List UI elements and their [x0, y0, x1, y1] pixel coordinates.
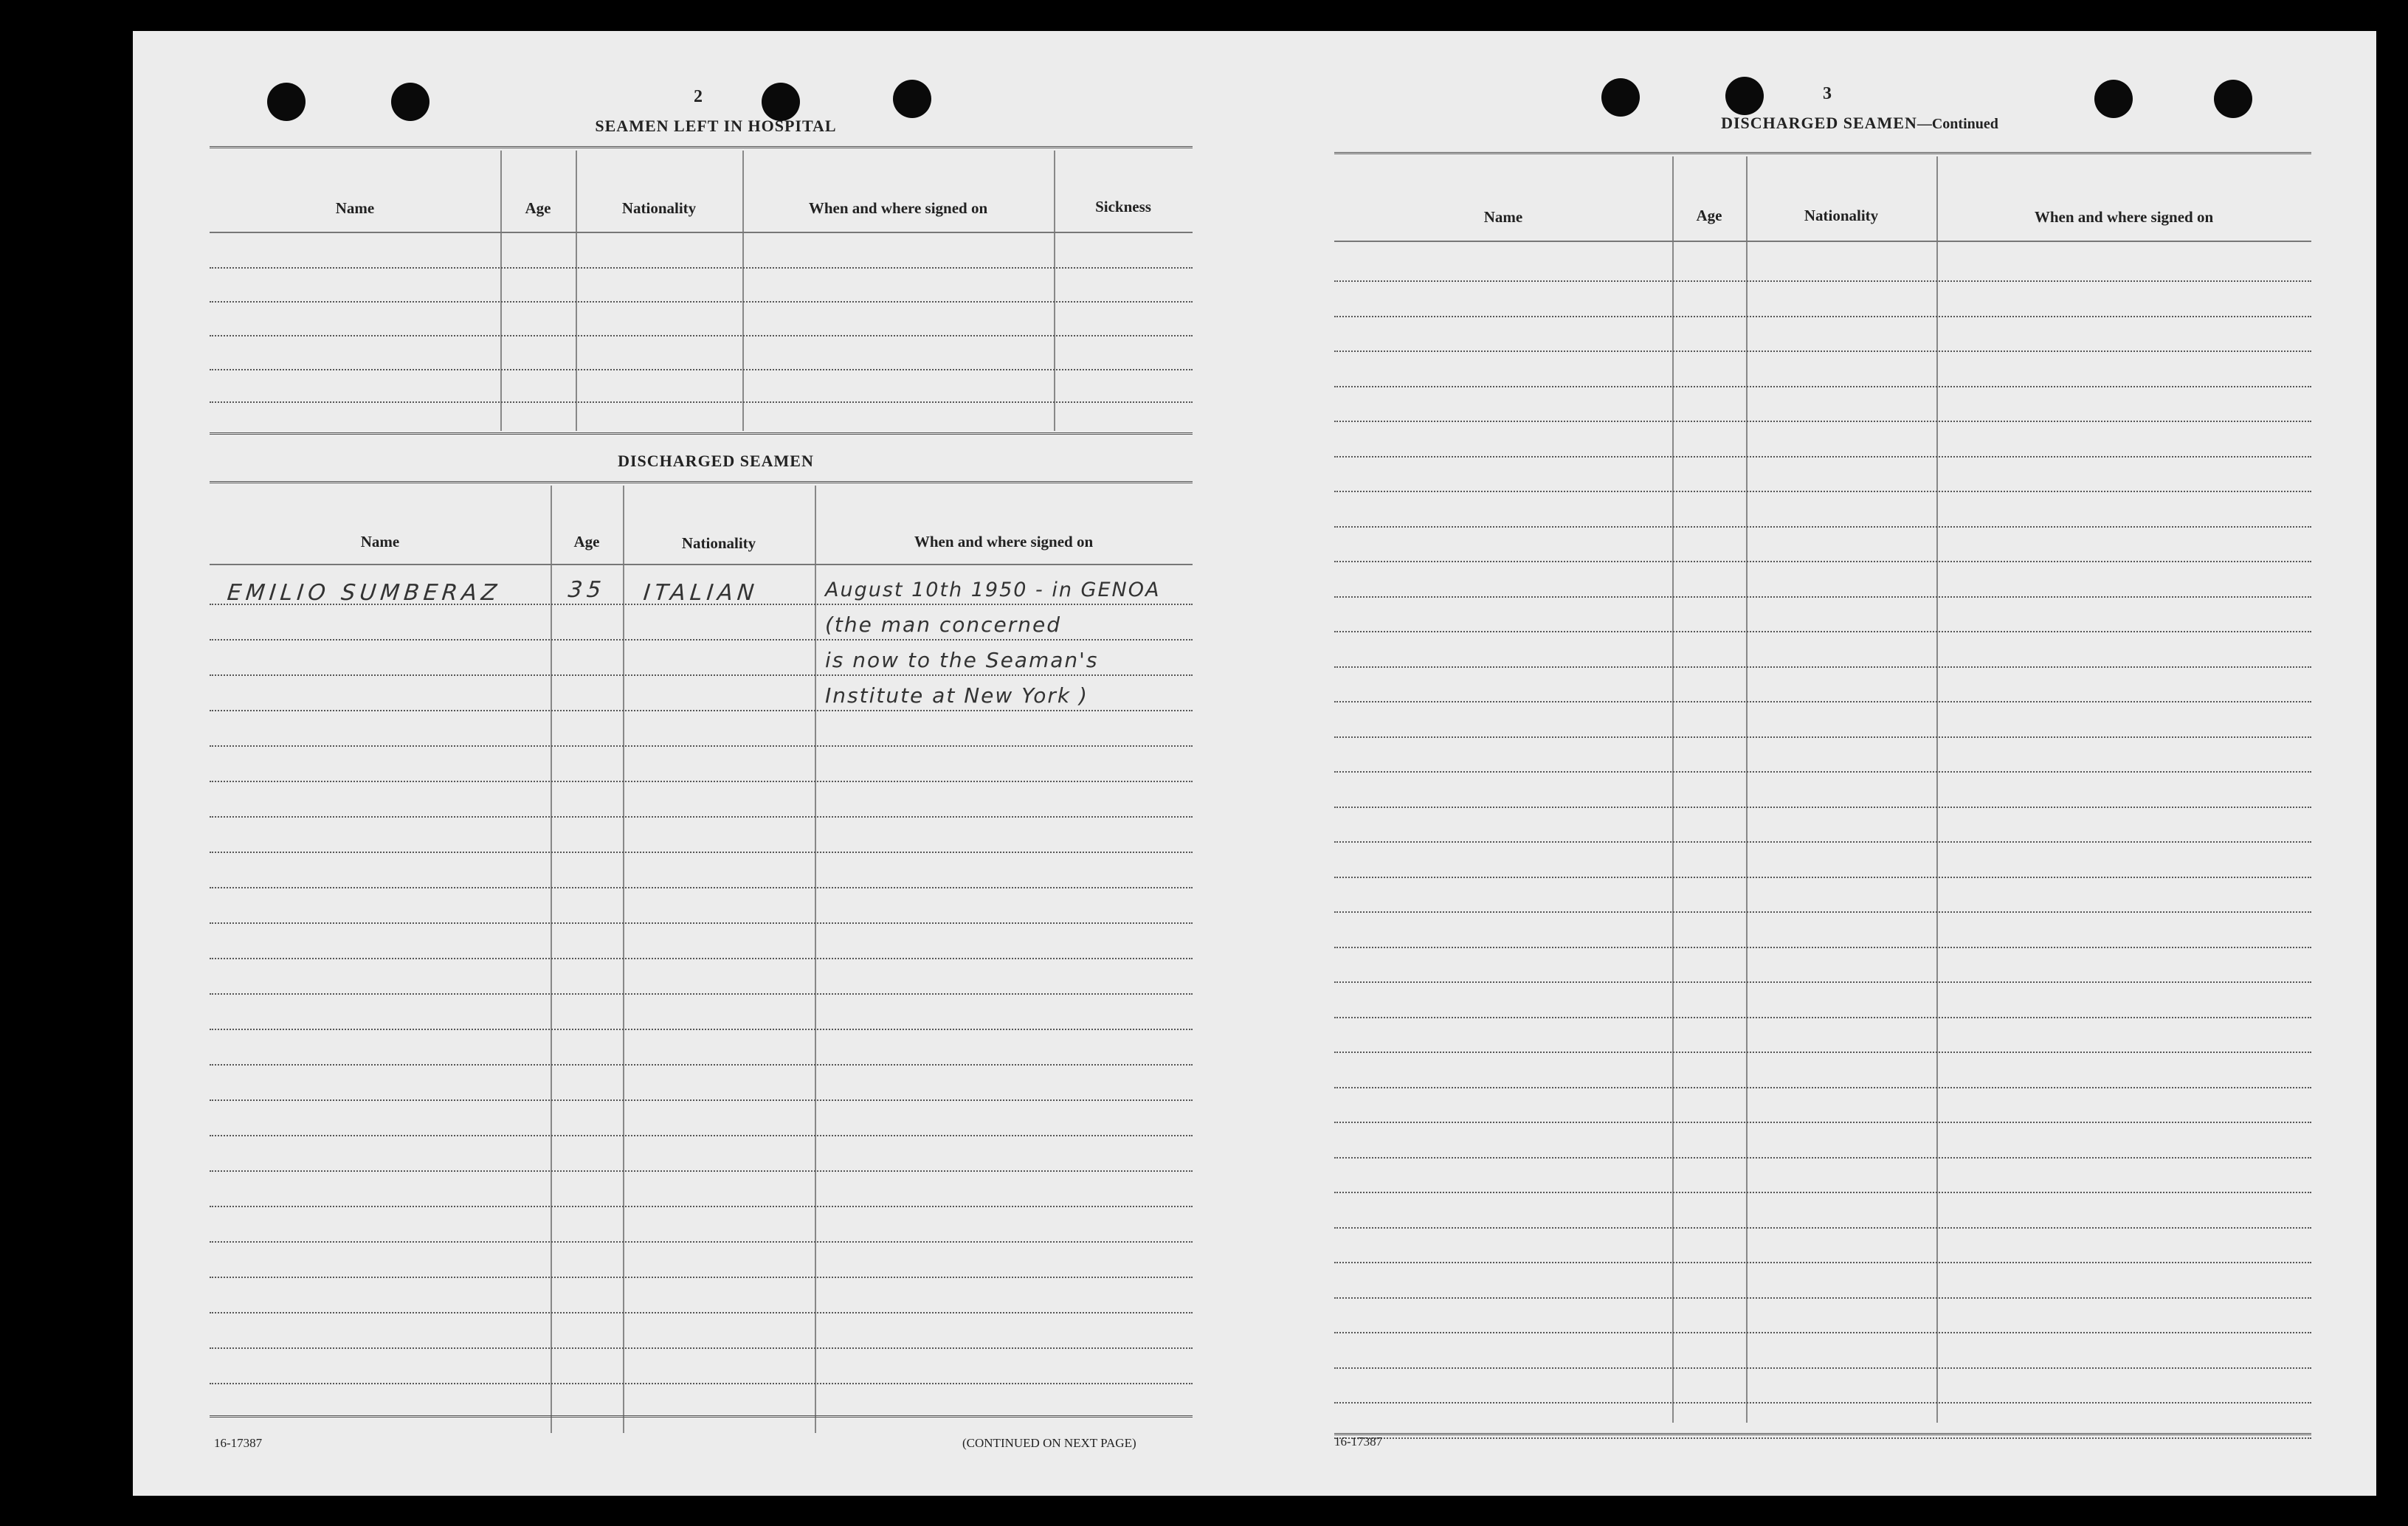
table-row — [210, 1277, 1193, 1278]
col-header-name: Name — [335, 199, 375, 217]
table-row — [1334, 877, 2311, 878]
table-row — [1334, 1332, 2311, 1333]
table-row — [1334, 561, 2311, 562]
handwritten-name: EMILIO SUMBERAZ — [226, 580, 503, 606]
table-row — [1334, 1297, 2311, 1299]
left-page — [133, 31, 1255, 1496]
page-title — [1653, 114, 2066, 133]
table-row — [210, 1347, 1193, 1349]
col-header-signed-on: When and where signed on — [2034, 208, 2214, 226]
col-header-nationality: Nationality — [681, 534, 756, 552]
table-row — [210, 1064, 1193, 1066]
table-row — [210, 267, 1193, 269]
table-row — [1334, 316, 2311, 317]
hospital-table — [210, 146, 1193, 443]
table-row — [1334, 1122, 2311, 1123]
table-row — [210, 887, 1193, 888]
table-row — [1334, 771, 2311, 773]
table-row — [1334, 981, 2311, 983]
table-row — [210, 1135, 1193, 1136]
punch-hole — [267, 83, 306, 121]
col-header-sickness: Sickness — [1095, 198, 1151, 215]
table-row — [210, 674, 1193, 676]
punch-hole — [391, 83, 429, 121]
table-row — [1334, 807, 2311, 808]
table-row — [1334, 280, 2311, 282]
table-row — [210, 1170, 1193, 1172]
page-number: 3 — [1823, 84, 1832, 103]
table-row — [210, 993, 1193, 995]
table-row — [1334, 1052, 2311, 1053]
table-row — [1334, 491, 2311, 492]
table-row — [1334, 1227, 2311, 1229]
table-row — [1334, 631, 2311, 632]
table-row — [210, 639, 1193, 641]
col-header-age: Age — [525, 199, 551, 217]
table-row — [210, 1206, 1193, 1207]
col-header-name: Name — [360, 533, 400, 550]
table-row — [1334, 386, 2311, 387]
form-number: 16-17387 — [214, 1436, 263, 1450]
punch-hole — [2094, 80, 2133, 118]
table-row — [210, 745, 1193, 747]
table-row — [210, 1241, 1193, 1243]
table-row — [210, 958, 1193, 959]
table-row — [1334, 1157, 2311, 1159]
discharged-table — [210, 481, 1193, 1440]
table-row — [1334, 911, 2311, 913]
table-row — [210, 816, 1193, 818]
table-row — [210, 852, 1193, 853]
handwritten-signed-on-line: Institute at New York ) — [825, 683, 1089, 708]
table-row — [210, 301, 1193, 303]
page-number: 2 — [694, 87, 703, 106]
hospital-section-title: SEAMEN LEFT IN HOSPITAL — [595, 117, 837, 135]
table-row — [210, 1029, 1193, 1030]
table-row — [210, 401, 1193, 403]
table-row — [1334, 666, 2311, 668]
col-header-nationality: Nationality — [621, 199, 697, 217]
punch-hole — [1725, 77, 1764, 115]
table-row — [210, 1099, 1193, 1101]
table-row — [210, 1383, 1193, 1384]
table-row — [1334, 947, 2311, 948]
form-number: 16-17387 — [1334, 1434, 1383, 1449]
table-row — [1334, 456, 2311, 458]
table-row — [1334, 841, 2311, 843]
handwritten-signed-on-line: August 10th 1950 - in GENOA — [825, 579, 1161, 601]
page-title-text: DISCHARGED SEAMEN — [1721, 114, 1917, 132]
table-row — [210, 710, 1193, 711]
col-header-signed-on: When and where signed on — [914, 533, 1094, 550]
col-header-signed-on: When and where signed on — [808, 199, 988, 217]
right-page — [1255, 31, 2376, 1496]
table-row — [1334, 736, 2311, 738]
table-row — [1334, 701, 2311, 702]
handwritten-signed-on-line: is now to the Seaman's — [825, 648, 1099, 672]
col-header-age: Age — [573, 533, 600, 550]
table-row — [210, 335, 1193, 336]
discharged-section-title: DISCHARGED SEAMEN — [618, 452, 814, 470]
table-row — [210, 781, 1193, 782]
document-scan — [133, 31, 2376, 1496]
table-row — [1334, 421, 2311, 422]
table-row — [1334, 1402, 2311, 1404]
page-title-suffix: —Continued — [1917, 116, 1998, 132]
punch-hole — [1601, 78, 1640, 117]
discharged-continued-table — [1334, 152, 2311, 1451]
table-row — [210, 369, 1193, 370]
col-header-name: Name — [1483, 208, 1523, 226]
table-row — [1334, 1017, 2311, 1018]
continued-note: (CONTINUED ON NEXT PAGE) — [962, 1436, 1136, 1450]
punch-hole — [2214, 80, 2252, 118]
punch-hole — [893, 80, 931, 118]
handwritten-age: 35 — [567, 577, 607, 603]
table-row — [1334, 1087, 2311, 1088]
table-row — [1334, 1192, 2311, 1193]
table-row — [210, 922, 1193, 924]
col-header-age: Age — [1696, 207, 1722, 224]
table-row — [1334, 351, 2311, 352]
table-row — [1334, 1437, 2311, 1439]
col-header-nationality: Nationality — [1804, 207, 1879, 224]
punch-hole — [762, 83, 800, 121]
table-row — [1334, 526, 2311, 528]
table-row — [1334, 596, 2311, 598]
handwritten-nationality: ITALIAN — [642, 580, 760, 606]
table-row — [210, 1312, 1193, 1313]
table-row — [1334, 1367, 2311, 1369]
handwritten-signed-on-line: (the man concerned — [825, 612, 1062, 637]
table-row — [1334, 1262, 2311, 1263]
